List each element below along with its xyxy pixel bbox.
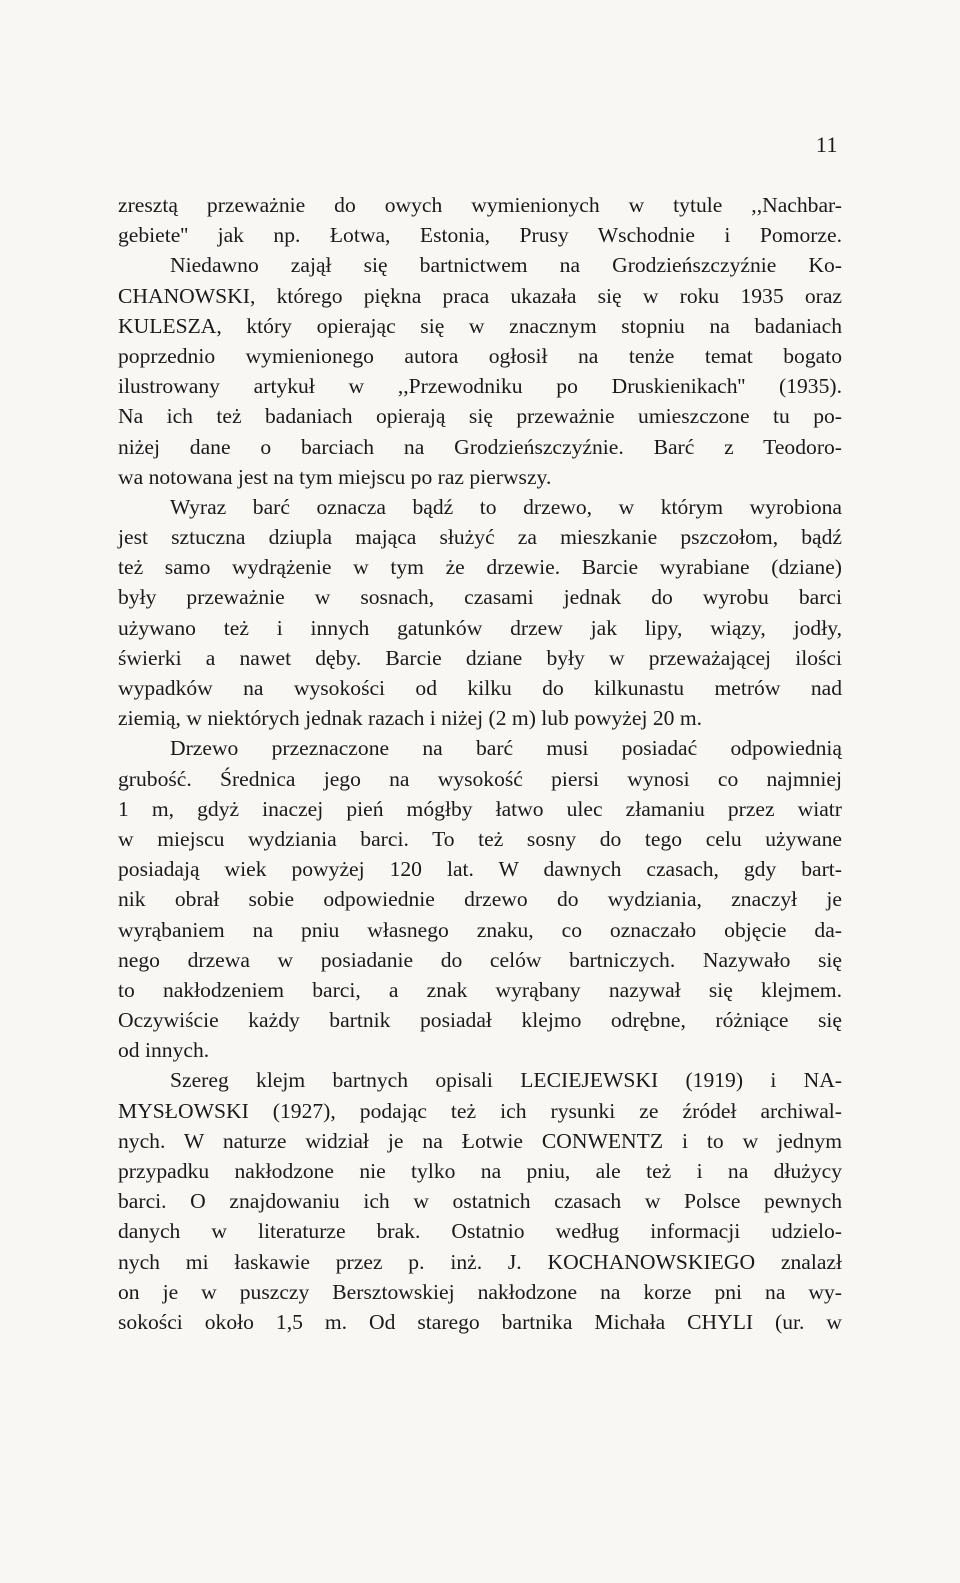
text-line: ziemią, w niektórych jednak razach i niżej (2 m) lub powyżej 20 m. (118, 706, 703, 731)
text-line: też samo wydrążenie w tym że drzewie. Barcie wyrabiane (dziane) (118, 555, 842, 580)
text-line: Drzewo przeznaczone na barć musi posiadać odpowiednią (170, 736, 842, 761)
text-line: jest sztuczna dziupla mająca służyć za mieszkanie pszczołom, bądź (118, 525, 842, 550)
text-line: były przeważnie w sosnach, czasami jednak do wyrobu barci (118, 585, 842, 610)
text-line: to nakłodzeniem barci, a znak wyrąbany nazywał się klejmem. (118, 977, 842, 1002)
text-line: sokości około 1,5 m. Od starego bartnika Michała CHYLI (ur. w (118, 1309, 842, 1334)
text-line: CHANOWSKI, którego piękna praca ukazała się w roku 1935 oraz (118, 283, 842, 308)
text-line: Niedawno zajął się bartnictwem na Grodzieńszczyźnie Ko- (170, 253, 842, 278)
text-line: wypadków na wysokości od kilku do kilkunastu metrów nad (118, 676, 842, 700)
text-line: nego drzewa w posiadanie do celów bartniczych. Nazywało się (118, 947, 842, 972)
text-line: w miejscu wydziania barci. To też sosny do tego celu używane (118, 826, 842, 851)
text-line: Wyraz barć oznacza bądź to drzewo, w którym wyrobiona (170, 494, 842, 519)
text-line: Oczywiście każdy bartnik posiadał klejmo odrębne, różniące się (118, 1008, 842, 1033)
text-line: barci. O znajdowaniu ich w ostatnich czasach w Polsce pewnych (118, 1189, 842, 1214)
text-line: świerki a nawet dęby. Barcie dziane były w przeważającej ilości (118, 645, 842, 670)
text-line: używano też i innych gatunków drzew jak lipy, wiązy, jodły, (118, 615, 842, 640)
text-line: ilustrowany artykuł w ,,Przewodniku po Druskienikach'' (1935). (118, 374, 842, 399)
text-line: nych mi łaskawie przez p. inż. J. KOCHANOWSKIEGO znalazł (118, 1249, 842, 1274)
text-line: od innych. (118, 1038, 210, 1063)
page-number: 11 (815, 132, 838, 157)
text-line: posiadają wiek powyżej 120 lat. W dawnych czasach, gdy bart- (118, 857, 842, 882)
text-line: niżej dane o barciach na Grodzieńszczyźnie. Barć z Teodoro- (118, 434, 842, 459)
text-line: MYSŁOWSKI (1927), podając też ich rysunki ze źródeł archiwal- (118, 1098, 842, 1123)
text-line: zresztą przeważnie do owych wymienionych w tytule ,,Nachbar- (118, 193, 842, 217)
text-line: gebiete'' jak np. Łotwa, Estonia, Prusy Wschodnie i Pomorze. (118, 223, 842, 248)
text-line: KULESZA, który opierając się w znacznym stopniu na badaniach (118, 313, 842, 338)
text-line: nych. W naturze widział je na Łotwie CONWENTZ i to w jednym (118, 1128, 842, 1153)
text-line: Szereg klejm bartnych opisali LECIEJEWSKI (1919) i NA- (170, 1068, 842, 1093)
text-line: 1 m, gdyż inaczej pień mógłby łatwo ulec złamaniu przez wiatr (118, 796, 842, 821)
body-text (118, 190, 842, 1337)
text-line: wa notowana jest na tym miejscu po raz pierwszy. (118, 464, 552, 489)
text-line: grubość. Średnica jego na wysokość piersi wynosi co najmniej (118, 766, 842, 791)
text-line: przypadku nakłodzone nie tylko na pniu, ale też i na dłużycy (118, 1159, 842, 1183)
text-line: wyrąbaniem na pniu własnego znaku, co oznaczało objęcie da- (118, 917, 842, 942)
text-line: danych w literaturze brak. Ostatnio według informacji udzielo- (118, 1219, 842, 1244)
text-line: poprzednio wymienionego autora ogłosił na tenże temat bogato (118, 343, 842, 368)
text-line: nik obrał sobie odpowiednie drzewo do wydziania, znaczył je (118, 887, 842, 912)
text-line: Na ich też badaniach opierają się przeważnie umieszczone tu po- (118, 404, 842, 429)
text-line: on je w puszczy Bersztowskiej nakłodzone na korze pni na wy- (118, 1279, 842, 1304)
